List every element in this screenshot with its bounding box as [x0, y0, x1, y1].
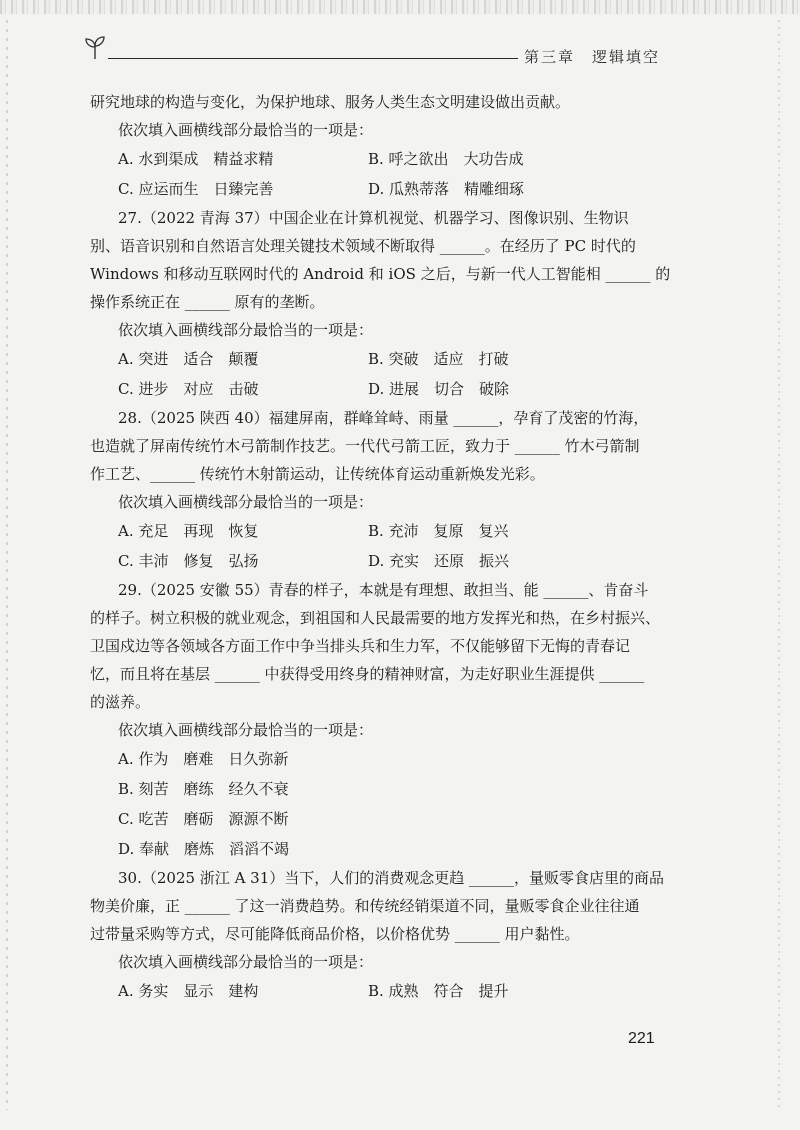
- option-a: A. 水到渠成 精益求精: [118, 150, 274, 168]
- question-29-line: 忆，而且将在基层 ______ 中获得受用终身的精神财富，为走好职业生涯提供 ______: [90, 665, 645, 683]
- scan-noise-left: [6, 20, 8, 1110]
- option-row: [90, 976, 670, 1006]
- question-prompt: 依次填入画横线部分最恰当的一项是：: [118, 721, 374, 739]
- option-row: [90, 344, 670, 374]
- option-a: A. 作为 磨难 日久弥新: [118, 750, 289, 768]
- sprout-icon: [84, 34, 106, 60]
- question-prompt: 依次填入画横线部分最恰当的一项是：: [118, 321, 374, 339]
- question-29-line: 29.（2025 安徽 55）青春的样子，本就是有理想、敢担当、能 ______、肯奋斗: [118, 581, 649, 599]
- option-b: B. 充沛 复原 复兴: [368, 522, 509, 540]
- option-b: B. 刻苦 磨练 经久不衰: [118, 780, 289, 798]
- question-29-line: 卫国戍边等各领域各方面工作中争当排头兵和生力军，不仅能够留下无悔的青春记: [90, 637, 631, 655]
- scan-noise-top: [0, 0, 800, 14]
- question-28-line: 作工艺、______ 传统竹木射箭运动，让传统体育运动重新焕发光彩。: [90, 465, 545, 483]
- page-number: 221: [628, 1030, 655, 1047]
- option-b: B. 呼之欲出 大功告成: [368, 150, 524, 168]
- question-27-line: 操作系统正在 ______ 原有的垄断。: [90, 293, 325, 311]
- option-c: C. 丰沛 修复 弘扬: [118, 552, 259, 570]
- option-row: [90, 174, 670, 204]
- option-b: B. 突破 适应 打破: [368, 350, 509, 368]
- question-29-line: 的样子。树立积极的就业观念，到祖国和人民最需要的地方发挥光和热，在乡村振兴、: [90, 609, 661, 627]
- option-d: D. 充实 还原 振兴: [368, 552, 510, 570]
- header-rule: [108, 58, 518, 59]
- scan-noise-right: [778, 20, 780, 1110]
- option-row: [90, 516, 670, 546]
- question-29-line: 的滋养。: [90, 693, 151, 711]
- option-b: B. 成熟 符合 提升: [368, 982, 509, 1000]
- paragraph-line: 研究地球的构造与变化，为保护地球、服务人类生态文明建设做出贡献。: [90, 93, 571, 111]
- option-a: A. 务实 显示 建构: [118, 982, 259, 1000]
- option-row: [90, 144, 670, 174]
- question-prompt: 依次填入画横线部分最恰当的一项是：: [118, 121, 374, 139]
- question-27-line: Windows 和移动互联网时代的 Android 和 iOS 之后，与新一代人工智能相 ______ 的: [90, 265, 671, 283]
- option-a: A. 充足 再现 恢复: [118, 522, 259, 540]
- option-c: C. 吃苦 磨砺 源源不断: [118, 810, 289, 828]
- question-30-line: 物美价廉，正 ______ 了这一消费趋势。和传统经销渠道不同，量贩零食企业往往通: [90, 897, 640, 915]
- option-d: D. 进展 切合 破除: [368, 380, 510, 398]
- option-d: D. 奉献 磨炼 滔滔不竭: [118, 840, 290, 858]
- option-d: D. 瓜熟蒂落 精雕细琢: [368, 180, 525, 198]
- question-28-line: 也造就了屏南传统竹木弓箭制作技艺。一代代弓箭工匠，致力于 ______ 竹木弓箭制: [90, 437, 640, 455]
- question-28-line: 28.（2025 陕西 40）福建屏南，群峰耸峙、雨量 ______，孕育了茂密的竹海，: [118, 409, 649, 427]
- question-30-line: 过带量采购等方式，尽可能降低商品价格，以价格优势 ______ 用户黏性。: [90, 925, 580, 943]
- option-a: A. 突进 适合 颠覆: [118, 350, 259, 368]
- question-30-line: 30.（2025 浙江 A 31）当下，人们的消费观念更趋 ______，量贩零食店里的商品: [118, 869, 665, 887]
- question-prompt: 依次填入画横线部分最恰当的一项是：: [118, 953, 374, 971]
- option-row: [90, 546, 670, 576]
- chapter-title: 第三章 逻辑填空: [524, 48, 661, 66]
- page-content: [90, 88, 670, 1006]
- option-row: [90, 374, 670, 404]
- question-27-line: 别、语音识别和自然语言处理关键技术领域不断取得 ______。在经历了 PC 时代的: [90, 237, 636, 255]
- question-prompt: 依次填入画横线部分最恰当的一项是：: [118, 493, 374, 511]
- option-c: C. 进步 对应 击破: [118, 380, 259, 398]
- option-c: C. 应运而生 日臻完善: [118, 180, 274, 198]
- question-27-line: 27.（2022 青海 37）中国企业在计算机视觉、机器学习、图像识别、生物识: [118, 209, 629, 227]
